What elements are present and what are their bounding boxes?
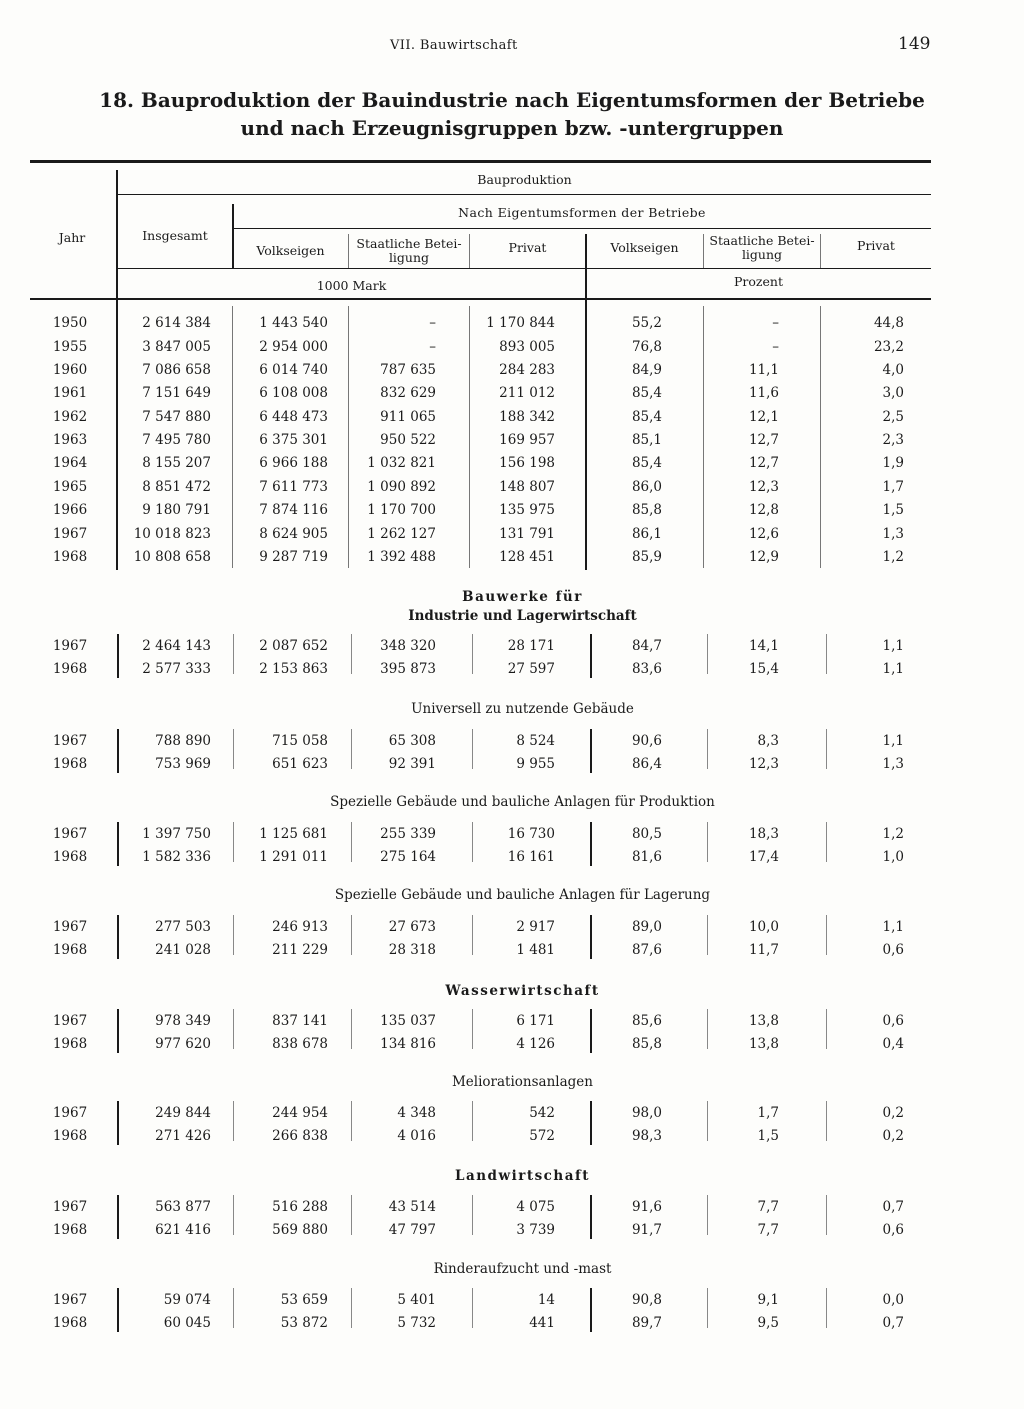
section-title xyxy=(115,982,930,1001)
table-row xyxy=(0,362,1024,386)
cell-privat-mark: 6 171 xyxy=(516,1013,555,1029)
cell-privat-prozent: 0,0 xyxy=(882,1292,904,1308)
cell-staatliche-mark: 348 320 xyxy=(380,638,436,654)
cell-volkseigen-prozent: 91,7 xyxy=(631,1222,662,1238)
cell-staatliche-mark: 1 032 821 xyxy=(367,455,436,471)
cell-privat-prozent: 44,8 xyxy=(873,315,904,331)
cell-volkseigen-mark: 8 624 905 xyxy=(259,526,328,542)
table-row xyxy=(0,756,1024,780)
cell-staatliche-prozent: 18,3 xyxy=(748,826,779,842)
cell-privat-prozent: 1,3 xyxy=(882,756,904,772)
cell-privat-prozent: 3,0 xyxy=(882,385,904,401)
cell-privat-mark: 4 126 xyxy=(516,1036,555,1052)
cell-privat-prozent: 1,1 xyxy=(882,661,904,677)
cell-privat-prozent: 23,2 xyxy=(873,339,904,355)
header-privat-mark: Privat xyxy=(508,240,547,255)
cell-insgesamt: 59 074 xyxy=(163,1292,211,1308)
cell-year: 1967 xyxy=(52,638,88,654)
cell-staatliche-prozent: 7,7 xyxy=(757,1222,779,1238)
cell-privat-prozent: 0,6 xyxy=(882,1222,904,1238)
cell-privat-mark: 3 739 xyxy=(516,1222,555,1238)
cell-volkseigen-mark: 6 966 188 xyxy=(259,455,328,471)
cell-staatliche-prozent: 17,4 xyxy=(748,849,779,865)
header-privat-pct: Privat xyxy=(857,238,895,253)
cell-volkseigen-mark: 7 874 116 xyxy=(259,502,328,518)
cell-year: 1950 xyxy=(52,315,88,331)
cell-insgesamt: 10 018 823 xyxy=(133,526,211,542)
cell-year: 1967 xyxy=(52,733,88,749)
header-top-rule xyxy=(30,160,931,163)
cell-volkseigen-mark: 211 229 xyxy=(272,942,328,958)
cell-volkseigen-prozent: 83,6 xyxy=(631,661,662,677)
cell-privat-prozent: 0,7 xyxy=(882,1315,904,1331)
cell-privat-prozent: 1,7 xyxy=(882,479,904,495)
table-row xyxy=(0,733,1024,757)
cell-staatliche-prozent: 14,1 xyxy=(748,638,779,654)
cell-insgesamt: 2 614 384 xyxy=(142,315,211,331)
section-title-line2: Industrie und Lagerwirtschaft xyxy=(408,608,637,624)
cell-privat-mark: 4 075 xyxy=(516,1199,555,1215)
cell-privat-mark: 9 955 xyxy=(516,756,555,772)
cell-volkseigen-prozent: 85,9 xyxy=(631,549,662,565)
table-row xyxy=(0,432,1024,456)
cell-volkseigen-mark: 516 288 xyxy=(272,1199,328,1215)
header-staatliche-pct-line1: Staatliche Betei- xyxy=(709,233,815,248)
cell-volkseigen-mark: 6 108 008 xyxy=(259,385,328,401)
cell-privat-prozent: 1,1 xyxy=(882,919,904,935)
header-nach-eigentum: Nach Eigentumsformen der Betriebe xyxy=(458,205,706,220)
cell-volkseigen-prozent: 85,6 xyxy=(631,1013,662,1029)
cell-insgesamt: 7 547 880 xyxy=(142,409,211,425)
cell-volkseigen-mark: 53 659 xyxy=(280,1292,328,1308)
header-rule-eigentum xyxy=(233,228,931,229)
cell-staatliche-mark: 65 308 xyxy=(388,733,436,749)
cell-privat-prozent: 0,6 xyxy=(882,1013,904,1029)
cell-staatliche-prozent: 11,7 xyxy=(748,942,779,958)
cell-volkseigen-mark: 7 611 773 xyxy=(259,479,328,495)
cell-year: 1967 xyxy=(52,919,88,935)
cell-volkseigen-prozent: 85,8 xyxy=(631,1036,662,1052)
cell-year: 1968 xyxy=(52,1315,88,1331)
cell-staatliche-prozent: 8,3 xyxy=(757,733,779,749)
cell-staatliche-prozent: 15,4 xyxy=(748,661,779,677)
cell-staatliche-mark: 5 401 xyxy=(397,1292,436,1308)
cell-privat-mark: 1 170 844 xyxy=(486,315,555,331)
cell-insgesamt: 10 808 658 xyxy=(133,549,211,565)
cell-staatliche-mark: 255 339 xyxy=(380,826,436,842)
cell-year: 1965 xyxy=(52,479,88,495)
cell-volkseigen-mark: 266 838 xyxy=(272,1128,328,1144)
cell-insgesamt: 1 582 336 xyxy=(142,849,211,865)
cell-volkseigen-prozent: 87,6 xyxy=(631,942,662,958)
cell-volkseigen-prozent: 89,0 xyxy=(631,919,662,935)
cell-year: 1968 xyxy=(52,849,88,865)
cell-year: 1967 xyxy=(52,1013,88,1029)
cell-staatliche-mark: – xyxy=(429,339,436,355)
cell-staatliche-mark: 787 635 xyxy=(380,362,436,378)
cell-volkseigen-mark: 53 872 xyxy=(280,1315,328,1331)
header-staatliche-mark xyxy=(349,237,469,265)
section-title xyxy=(115,793,930,812)
table-row xyxy=(0,849,1024,873)
cell-year: 1962 xyxy=(52,409,88,425)
cell-privat-prozent: 1,9 xyxy=(882,455,904,471)
cell-staatliche-prozent: 1,7 xyxy=(757,1105,779,1121)
header-unit-mark: 1000 Mark xyxy=(316,278,387,293)
cell-insgesamt: 753 969 xyxy=(155,756,211,772)
cell-privat-mark: 16 161 xyxy=(507,849,555,865)
cell-privat-prozent: 1,1 xyxy=(882,638,904,654)
cell-volkseigen-prozent: 89,7 xyxy=(631,1315,662,1331)
cell-staatliche-prozent: 9,1 xyxy=(757,1292,779,1308)
cell-staatliche-mark: 4 348 xyxy=(397,1105,436,1121)
table-row xyxy=(0,826,1024,850)
cell-insgesamt: 8 851 472 xyxy=(142,479,211,495)
cell-privat-mark: 2 917 xyxy=(516,919,555,935)
cell-volkseigen-prozent: 86,4 xyxy=(631,756,662,772)
cell-year: 1968 xyxy=(52,1128,88,1144)
cell-privat-mark: 128 451 xyxy=(499,549,555,565)
cell-insgesamt: 60 045 xyxy=(163,1315,211,1331)
cell-staatliche-prozent: 12,1 xyxy=(748,409,779,425)
cell-staatliche-mark: 134 816 xyxy=(380,1036,436,1052)
cell-insgesamt: 241 028 xyxy=(155,942,211,958)
cell-volkseigen-mark: 1 125 681 xyxy=(259,826,328,842)
cell-privat-mark: 284 283 xyxy=(499,362,555,378)
section-title-line1: Wasserwirtschaft xyxy=(445,983,600,999)
table-row xyxy=(0,1315,1024,1339)
table-row xyxy=(0,339,1024,363)
table-row xyxy=(0,455,1024,479)
table-row xyxy=(0,1013,1024,1037)
cell-staatliche-mark: 5 732 xyxy=(397,1315,436,1331)
cell-privat-prozent: 2,5 xyxy=(882,409,904,425)
cell-staatliche-mark: 395 873 xyxy=(380,661,436,677)
cell-staatliche-prozent: 12,7 xyxy=(748,455,779,471)
cell-privat-prozent: 1,2 xyxy=(882,826,904,842)
cell-year: 1955 xyxy=(52,339,88,355)
cell-staatliche-mark: 28 318 xyxy=(388,942,436,958)
table-row xyxy=(0,661,1024,685)
table-row xyxy=(0,1292,1024,1316)
header-rule-bauproduktion xyxy=(118,194,931,195)
cell-insgesamt: 563 877 xyxy=(155,1199,211,1215)
table-row xyxy=(0,1199,1024,1223)
cell-volkseigen-prozent: 85,4 xyxy=(631,385,662,401)
cell-privat-prozent: 1,1 xyxy=(882,733,904,749)
cell-volkseigen-prozent: 90,6 xyxy=(631,733,662,749)
running-head: VII. Bauwirtschaft xyxy=(390,38,518,53)
cell-staatliche-mark: 47 797 xyxy=(388,1222,436,1238)
cell-volkseigen-prozent: 81,6 xyxy=(631,849,662,865)
cell-staatliche-prozent: 11,1 xyxy=(748,362,779,378)
cell-privat-mark: 156 198 xyxy=(499,455,555,471)
header-jahr: Jahr xyxy=(58,230,86,245)
cell-volkseigen-mark: 2 954 000 xyxy=(259,339,328,355)
cell-insgesamt: 7 495 780 xyxy=(142,432,211,448)
section-title-line1: Landwirtschaft xyxy=(454,1168,591,1184)
cell-privat-mark: 1 481 xyxy=(516,942,555,958)
cell-privat-prozent: 0,7 xyxy=(882,1199,904,1215)
section-title xyxy=(115,1073,930,1092)
cell-volkseigen-prozent: 76,8 xyxy=(631,339,662,355)
cell-insgesamt: 977 620 xyxy=(155,1036,211,1052)
cell-privat-prozent: 0,2 xyxy=(882,1128,904,1144)
cell-volkseigen-mark: 838 678 xyxy=(272,1036,328,1052)
cell-year: 1968 xyxy=(52,1036,88,1052)
cell-staatliche-prozent: 11,6 xyxy=(748,385,779,401)
cell-privat-mark: 8 524 xyxy=(516,733,555,749)
cell-volkseigen-prozent: 80,5 xyxy=(631,826,662,842)
cell-staatliche-mark: 92 391 xyxy=(388,756,436,772)
section-title-line1: Universell zu nutzende Gebäude xyxy=(411,701,634,717)
cell-year: 1968 xyxy=(52,549,88,565)
cell-privat-mark: 131 791 xyxy=(499,526,555,542)
cell-insgesamt: 249 844 xyxy=(155,1105,211,1121)
cell-insgesamt: 8 155 207 xyxy=(142,455,211,471)
cell-volkseigen-prozent: 98,0 xyxy=(631,1105,662,1121)
table-row xyxy=(0,1105,1024,1129)
table-row xyxy=(0,409,1024,433)
cell-volkseigen-mark: 2 153 863 xyxy=(259,661,328,677)
cell-insgesamt: 277 503 xyxy=(155,919,211,935)
cell-volkseigen-mark: 2 087 652 xyxy=(259,638,328,654)
table-row xyxy=(0,1222,1024,1246)
cell-volkseigen-mark: 6 448 473 xyxy=(259,409,328,425)
cell-year: 1967 xyxy=(52,1199,88,1215)
cell-privat-prozent: 1,3 xyxy=(882,526,904,542)
cell-volkseigen-mark: 651 623 xyxy=(272,756,328,772)
cell-staatliche-prozent: 13,8 xyxy=(748,1013,779,1029)
cell-privat-mark: 211 012 xyxy=(499,385,555,401)
table-row xyxy=(0,919,1024,943)
cell-staatliche-mark: 1 262 127 xyxy=(367,526,436,542)
table-title-line2: und nach Erzeugnisgruppen bzw. -untergruppen xyxy=(240,116,784,140)
cell-privat-prozent: 0,4 xyxy=(882,1036,904,1052)
cell-insgesamt: 788 890 xyxy=(155,733,211,749)
section-title-line1: Spezielle Gebäude und bauliche Anlagen für Lagerung xyxy=(334,887,711,903)
cell-year: 1968 xyxy=(52,942,88,958)
cell-volkseigen-prozent: 84,9 xyxy=(631,362,662,378)
table-row xyxy=(0,1128,1024,1152)
cell-year: 1967 xyxy=(52,1105,88,1121)
cell-staatliche-mark: 911 065 xyxy=(380,409,436,425)
cell-staatliche-prozent: 12,7 xyxy=(748,432,779,448)
table-row xyxy=(0,638,1024,662)
cell-year: 1967 xyxy=(52,526,88,542)
section-title xyxy=(115,700,930,719)
section-title-line1: Rinderaufzucht und -mast xyxy=(433,1261,612,1277)
table-row xyxy=(0,479,1024,503)
cell-staatliche-mark: 4 016 xyxy=(397,1128,436,1144)
cell-volkseigen-mark: 6 014 740 xyxy=(259,362,328,378)
cell-volkseigen-mark: 246 913 xyxy=(272,919,328,935)
cell-privat-mark: 188 342 xyxy=(499,409,555,425)
table-title-line1: 18. Bauproduktion der Bauindustrie nach Eigentumsformen der Betriebe xyxy=(99,88,925,112)
cell-staatliche-prozent: 10,0 xyxy=(748,919,779,935)
cell-staatliche-mark: 950 522 xyxy=(380,432,436,448)
cell-staatliche-mark: 135 037 xyxy=(380,1013,436,1029)
section-title xyxy=(115,1260,930,1279)
cell-privat-mark: 148 807 xyxy=(499,479,555,495)
cell-insgesamt: 2 577 333 xyxy=(142,661,211,677)
cell-staatliche-prozent: 12,3 xyxy=(748,756,779,772)
cell-staatliche-prozent: 7,7 xyxy=(757,1199,779,1215)
cell-volkseigen-mark: 569 880 xyxy=(272,1222,328,1238)
section-title-line1: Meliorationsanlagen xyxy=(451,1074,593,1090)
table-title xyxy=(0,86,1024,142)
cell-year: 1967 xyxy=(52,1292,88,1308)
cell-staatliche-mark: 1 170 700 xyxy=(367,502,436,518)
cell-volkseigen-mark: 1 291 011 xyxy=(259,849,328,865)
cell-staatliche-mark: 832 629 xyxy=(380,385,436,401)
cell-privat-mark: 27 597 xyxy=(507,661,555,677)
cell-insgesamt: 621 416 xyxy=(155,1222,211,1238)
table-row xyxy=(0,942,1024,966)
section-title xyxy=(115,1167,930,1186)
cell-volkseigen-mark: 837 141 xyxy=(272,1013,328,1029)
section-title xyxy=(115,886,930,905)
table-row xyxy=(0,385,1024,409)
cell-privat-prozent: 1,5 xyxy=(882,502,904,518)
cell-year: 1964 xyxy=(52,455,88,471)
cell-privat-prozent: 1,0 xyxy=(882,849,904,865)
cell-volkseigen-prozent: 55,2 xyxy=(631,315,662,331)
cell-staatliche-prozent: 12,8 xyxy=(748,502,779,518)
header-staatliche-pct-line2: ligung xyxy=(741,247,783,262)
cell-year: 1968 xyxy=(52,661,88,677)
cell-insgesamt: 978 349 xyxy=(155,1013,211,1029)
cell-staatliche-mark: 275 164 xyxy=(380,849,436,865)
cell-privat-prozent: 4,0 xyxy=(882,362,904,378)
page-number: 149 xyxy=(898,34,931,54)
cell-year: 1967 xyxy=(52,826,88,842)
cell-volkseigen-prozent: 90,8 xyxy=(631,1292,662,1308)
cell-staatliche-mark: 1 090 892 xyxy=(367,479,436,495)
cell-insgesamt: 2 464 143 xyxy=(142,638,211,654)
cell-volkseigen-mark: 715 058 xyxy=(272,733,328,749)
cell-staatliche-prozent: 9,5 xyxy=(757,1315,779,1331)
cell-privat-prozent: 0,2 xyxy=(882,1105,904,1121)
cell-volkseigen-prozent: 86,1 xyxy=(631,526,662,542)
cell-year: 1961 xyxy=(52,385,88,401)
cell-staatliche-mark: 1 392 488 xyxy=(367,549,436,565)
cell-staatliche-mark: 27 673 xyxy=(388,919,436,935)
cell-year: 1960 xyxy=(52,362,88,378)
header-staatliche-pct xyxy=(704,234,820,262)
section-title-line1: Bauwerke für xyxy=(462,589,583,605)
table-row xyxy=(0,1036,1024,1060)
cell-privat-mark: 135 975 xyxy=(499,502,555,518)
header-staatliche-mark-line2: ligung xyxy=(388,250,430,265)
cell-year: 1968 xyxy=(52,756,88,772)
cell-staatliche-prozent: 12,9 xyxy=(748,549,779,565)
cell-year: 1966 xyxy=(52,502,88,518)
cell-volkseigen-prozent: 85,1 xyxy=(631,432,662,448)
cell-insgesamt: 271 426 xyxy=(155,1128,211,1144)
cell-volkseigen-mark: 244 954 xyxy=(272,1105,328,1121)
cell-staatliche-mark: – xyxy=(429,315,436,331)
header-volkseigen-mark: Volkseigen xyxy=(256,243,325,258)
cell-privat-prozent: 2,3 xyxy=(882,432,904,448)
header-bauproduktion: Bauproduktion xyxy=(477,172,572,187)
cell-staatliche-prozent: 13,8 xyxy=(748,1036,779,1052)
table-row xyxy=(0,315,1024,339)
table-row xyxy=(0,526,1024,550)
cell-volkseigen-mark: 1 443 540 xyxy=(259,315,328,331)
cell-volkseigen-prozent: 85,8 xyxy=(631,502,662,518)
cell-year: 1968 xyxy=(52,1222,88,1238)
cell-privat-mark: 542 xyxy=(529,1105,555,1121)
cell-staatliche-mark: 43 514 xyxy=(388,1199,436,1215)
cell-volkseigen-prozent: 85,4 xyxy=(631,409,662,425)
section-title xyxy=(115,588,930,626)
header-volkseigen-pct: Volkseigen xyxy=(610,240,679,255)
cell-volkseigen-prozent: 98,3 xyxy=(631,1128,662,1144)
cell-staatliche-prozent: 1,5 xyxy=(757,1128,779,1144)
cell-privat-mark: 169 957 xyxy=(499,432,555,448)
header-bottom-rule xyxy=(30,298,931,300)
cell-privat-prozent: 0,6 xyxy=(882,942,904,958)
cell-privat-prozent: 1,2 xyxy=(882,549,904,565)
cell-insgesamt: 7 151 649 xyxy=(142,385,211,401)
section-title-line1: Spezielle Gebäude und bauliche Anlagen für Produktion xyxy=(330,794,715,810)
cell-volkseigen-prozent: 85,4 xyxy=(631,455,662,471)
cell-privat-mark: 572 xyxy=(529,1128,555,1144)
cell-staatliche-prozent: – xyxy=(772,315,779,331)
cell-year: 1963 xyxy=(52,432,88,448)
table-row xyxy=(0,549,1024,573)
cell-privat-mark: 28 171 xyxy=(507,638,555,654)
cell-insgesamt: 3 847 005 xyxy=(142,339,211,355)
cell-insgesamt: 7 086 658 xyxy=(142,362,211,378)
cell-privat-mark: 893 005 xyxy=(499,339,555,355)
header-insgesamt: Insgesamt xyxy=(142,228,208,243)
cell-volkseigen-mark: 6 375 301 xyxy=(259,432,328,448)
cell-insgesamt: 9 180 791 xyxy=(142,502,211,518)
cell-privat-mark: 441 xyxy=(529,1315,555,1331)
cell-staatliche-prozent: 12,3 xyxy=(748,479,779,495)
cell-insgesamt: 1 397 750 xyxy=(142,826,211,842)
header-unit-prozent: Prozent xyxy=(734,274,783,289)
cell-volkseigen-mark: 9 287 719 xyxy=(259,549,328,565)
cell-privat-mark: 16 730 xyxy=(507,826,555,842)
cell-volkseigen-prozent: 86,0 xyxy=(631,479,662,495)
table-row xyxy=(0,502,1024,526)
cell-volkseigen-prozent: 84,7 xyxy=(631,638,662,654)
cell-staatliche-prozent: – xyxy=(772,339,779,355)
cell-staatliche-prozent: 12,6 xyxy=(748,526,779,542)
header-rule-units xyxy=(118,268,931,269)
cell-volkseigen-prozent: 91,6 xyxy=(631,1199,662,1215)
header-staatliche-mark-line1: Staatliche Betei- xyxy=(356,236,462,251)
cell-privat-mark: 14 xyxy=(537,1292,555,1308)
